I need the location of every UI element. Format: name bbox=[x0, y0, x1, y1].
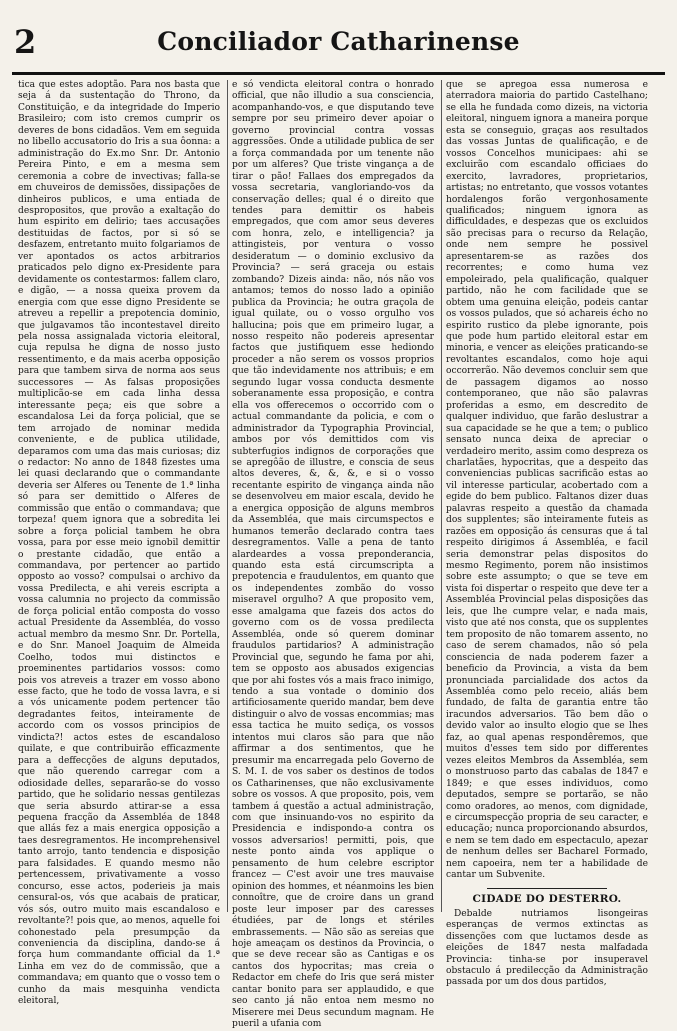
masthead bbox=[10, 20, 667, 68]
masthead-rule bbox=[12, 72, 665, 75]
column-2-text: e só vendicta eleitoral contra o honrado official, que não illudio a sua consciencia, acompanhando-vos, e que disputando teve sempre por seu primeiro dever apoiar o governo provincial contra vossas aggressões. Onde a utilidade publica de ser a força commandada por um tenente não por um alferes? Que triste vingança a de tirar o pão! Fallaes dos empregados da vossa secretaria, vangloriando-vos da conservação delles; qual é o direito que tendes para demittir os habeis empregados, que com amor seus deveres com honra, zelo, e intelligencia? ja attingisteis, por ventura o vosso desideratum — o dominio exclusivo da Provincia? — será graceja ou estais zombando? Dizeis ainda: não, nós não vos antamos; temos do nosso lado a opinião publica da Provincia; he outra graçola de igual quilate, ou o vosso orgulho vos hallucina; pois que em primeiro lugar, a nosso respeito não podereis apresentar factos que justifiquem esse hediondo proceder a não serem os vossos proprios que tão indevidamente nos attribuis; e em segundo lugar vossa conducta desmente soberanamente essa proposição, e contra ella vos offerecemos o occorrido com o actual commandante da policia, e com o administrador da Typographia Provincial, ambos por vós demittidos com vis subterfugios indignos de corporações que se apregôão de illustre, e conscia de seus altos deveres, &, &, &, e si o vosso recentante espirito de vingança ainda não se desenvolveu em maior escala, devido he a energica opposição de alguns membros da Assembléa, que mais circumspectos e humanos temerão declarado contra taes desregramentos. Valle a pena de tanto alardeardes a vossa preponderancia, quando esta está circumscripta a prepotencia e fraudulentos, em quanto que os independentes zombão do vosso miseravel orgulho? A que proposito vem, esse amalgama que fazeis dos actos do governo com os de vossa predilecta Assembléa, onde só querem dominar fraudulos partidarios? A administração Provincial que, segundo he fama por ahi, tem se opposto aos abusados exigencias que por ahi fostes vós a mais fraco inimigo, tendo a sua vontade o dominio dos artificiosamente querido mandar, bem deve distinguir o alvo de vossas encommias; mas essa tactica he muito sediça, os vossos intentos mui claros são para que não affirmar a dos sentimentos, que he presumir ma encarregada pelo Governo de S. M. I. de vos saber os destinos de todos os Catharinenses, que não exclusivamente sobre os vossos. A que proposito, pois, vem tambem á questão a actual administração, com que insinuando-vos no espirito da Presidencia e indispondo-a contra os vossos adversarios! permitti, pois, que neste ponto ainda vos applique o pensamento de hum celebre escriptor francez — C'est avoir une tres mauvaise opinion des hommes, et néanmoins les bien connoître, que de croire dans un grand poste leur imposer par des caresses étudiées, par de longs et stériles embrassements. — Não são as sereias que hoje ameaçam os destinos da Provincia, o que se deve recear são as Cantigas e os cantos dos hypocritas; mas creia o Redactor em chefe do Iris que será mister cantar bonito para ser applaudido, e que seo canto já não entoa nem mesmo no Miserere mei Deus secundum magnam. He pueril a ufania com bbox=[232, 80, 434, 1030]
column-divider bbox=[441, 80, 442, 912]
section-heading: CIDADE DO DESTERRO. bbox=[472, 892, 622, 905]
column-2 bbox=[232, 80, 434, 1030]
column-3-after-text: Debalde nutriamos lisongeiras esperanças de vermos extinctas as dissenções com que luctamos desde as eleições de 1847 nesta malfadada Provincia: tinha-se por insuperavel obstaculo á predilecção da Administração passada por um dos dous partidos, bbox=[446, 908, 648, 988]
column-3-text: que se apregoa essa numerosa e aterradora maioria do partido Castelhano; se ella he fundada como dizeis, na victoria eleitoral, ninguem ignora a maneira porque esta se conseguio, graças aos resultados das vossas Juntas de qualificação, e de vossos Concelhos municipaes: ahi se excluirão com escandalo officiaes do exercito, lavradores, proprietarios, artistas; no entretanto, que vossos votantes hordalengos forão vergonhosamente qualificados; ninguem ignora as difficuldades, e despezas que os excluidos são precisas para o recurso da Relação, onde nem sempre he possivel apresentarem-se as razões dos recorrentes; e como huma vez empoleirado, pela qualificação, qualquer partido, não he com facilidade que se obtem uma genuina eleição, podeis cantar os vossos pulados, que só achareis écho no espirito rustico da plebe ignorante, pois que pode hum partido eleitoral estar em minoria, e vencer as eleições praticando-se revoltantes escandalos, como hoje aqui occorrerão. Não devemos concluir sem que de passagem digamos ao nosso contemporaneo, que não são palavras proferidas a esmo, em descredito de qualquer individuo, que farão deslustrar a sua capacidade se he que a tem; o publico sensato nunca deixa de apreciar o verdadeiro merito, assim como despreza os charlatães, hypocritas, que a despeito das conveniencias publicas sacrificão estas ao vil interesse particular, acobertado com a egide do bem publico. Faltanos dizer duas palavras respeito a questão da chamada dos supplentes; são inteiramente futeis as razões em opposição ás censuras que á tal respeito dirigimos á Assembléa, e facil seria demonstrar pelas dispositos do mesmo Regimento, porem não insistimos sobre este assumpto; o que se teve em vista foi dispertar o respeito que deve ter a Assembléa Provincial pelas disposições das leis, que lhe cumpre velar, e nada mais, visto que até nos consta, que os supplentes tem proposito de não tomarem assento, no caso de serem chamados, não só pela consciencia de nada poderem fazer a beneficio da Provincia, a vista da bem pronunciada parcialidade dos actos da Assembléa como pelo receio, aliás bem fundado, de falta de garantia entre tão iracundos adversarios. Tão bem dão o devido valor ao insulto elogio que se lhes faz, ao qual apenas respondêremos, que muitos d'esses tem sido por differentes vezes eleitos Membros da Assembléa, sem o monstruoso parto das cabalas de 1847 e 1849; e que esses individuos, como deputados, sempre se portarão, se não como oradores, ao menos, com dignidade, e circumspecção propria de seu caracter, e educação; nunca proporcionando absurdos, e nem se tem dado em espectaculo, apezar de nenhum delles ser Bacharel Formado, nem capoeira, nem ter a habilidade de cantar um Subvenite. bbox=[446, 80, 648, 881]
newspaper-title: Conciliador Catharinense bbox=[157, 27, 520, 56]
column-1-text: tica que estes adoptão. Para nos basta que seja á da sustentação do Throno, da Constituição, e da integridade do Imperio Brasileiro; com isto cremos cumprir os deveres de bons cidadãos. Vem em seguida no libello accusatorio do Iris a sua ôonna: a administração do Ex.mo Snr. Dr. Antonio Pereira Pinto, e em a mesma sem ceremonia a cobre de invectivas; falla-se em chuveiros de demissões, dissipações de dinheiros publicos, e uma entiada de despropositos, que provão a exaltação do hum espirito em delirio; taes accusações destituidas de factos, por si só se desfazem, entretanto muito folgariamos de ver apontados os actos arbitrarios praticados pelo digno ex-Presidente para devidamente os contestarmos: fallem claro, e digão, — a nossa queixa provem da energia com que esse digno Presidente se atreveu a repellir a prepotencia dominio, que julgavamos tão incontestavel direito pela nossa assignalada victoria eleitoral, cuja repulsa he digna de nosso justo ressentimento, e da mais acerba opposição para que tambem sirva de norma aos seus successores — As falsas proposições multiplicão-se em cada linha dessa interessante peça; eis que sobre a escandalosa Lei da força policial, que se tem arrojado de nominar medida conveniente, e de publica utilidade, deparamos com uma das mais curiosas; diz o redactor: No anno de 1848 fizestes uma lei quasi declarando que o commandante deveria ser Alferes ou Tenente de 1.ª linha só para ser demittido o Alferes de commissão que então o commandava; que torpeza! quem ignora que a sobredita lei sobre a força policial tambem he obra vossa, para por esse meio ignobil demittir o prestante cidadão, que então a commandava, por pertencer ao partido opposto ao vosso? compulsai o archivo da vossa Predilecta, e ahi vereis escripta a vossa calumnia no projecto da commissão de força policial então composta do vosso actual Presidente da Assembléa, do vosso actual membro da mesmo Snr. Dr. Portella, e do Snr. Manoel Joaquim de Almeida Coelho, todos mui distinctos e proeminentes partidarios vossos: como pois vos atreveis a trazer em vosso abono esse facto, que he todo de vossa lavra, e si a vós unicamente podem pertencer tão degradantes feitos, inteiramente de accordo com os vossos principios de vindicta?! actos estes de escandaloso quilate, e que contribuirão efficazmente para a deffecções de alguns deputados, que não querendo carregar com a odiosidade delles, separarão-se do vosso partido, que he solidario nessas gentilezas que seria absurdo attirar-se a essa pequena fracção da Assembléa de 1848 que allás fez a mais energica opposição a taes desregramentos. He incomprehensivel tanto arrojo, tanto tendencia e disposição para falsidades. E quando mesmo não pertencessem, privativamente a vosso concurso, esse actos, poderieis ja mais censural-os, vós que acabais de praticar, vós sós, outro muito mais escandaloso e revoltante?! pois que, ao menos, aquelle foi cohonestado pela presumpção da conveniencia da disciplina, dando-se á força hum commandante official da 1.ª Linha em vez do de commissão, que a commandava; em quanto que o vosso tem o cunho da mais mesquinha vendicta eleitoral, bbox=[18, 80, 220, 1007]
column-3 bbox=[446, 80, 648, 988]
column-divider bbox=[227, 80, 228, 912]
column-1 bbox=[18, 80, 220, 1007]
page-number: 2 bbox=[14, 23, 37, 61]
article-columns bbox=[12, 80, 665, 1030]
section-divider bbox=[487, 888, 607, 889]
